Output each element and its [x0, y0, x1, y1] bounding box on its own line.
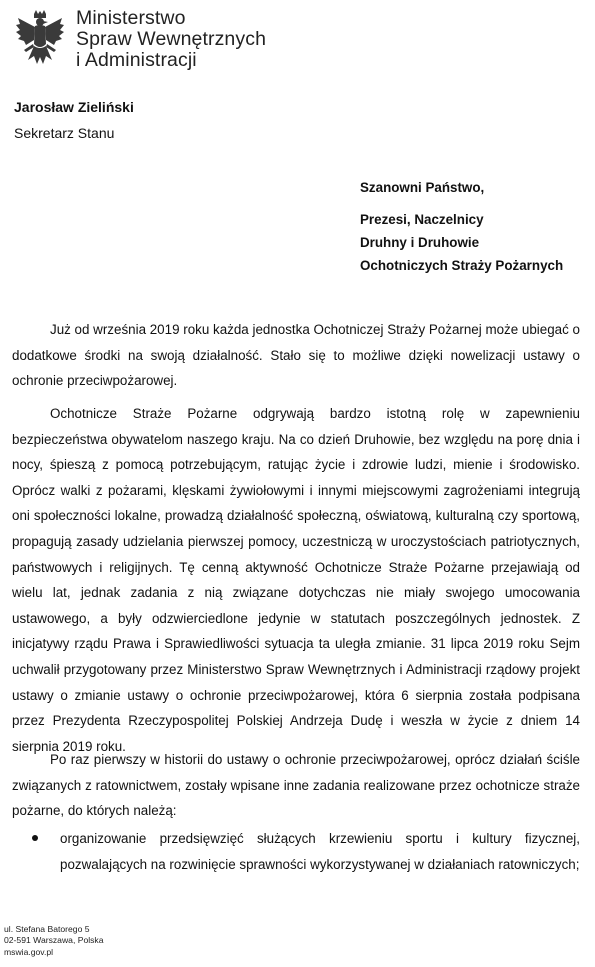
bullet-text: organizowanie przedsięwzięć służących krzewieniu sportu i kultury fizycznej, pozwalających na rozwinięcie sprawności wykorzystywanej w działaniach ratowniczych;: [60, 831, 580, 872]
paragraph-3-block: [12, 747, 580, 824]
sender-name: Jarosław Zieliński: [14, 99, 134, 115]
ministry-line-2: Spraw Wewnętrznych: [76, 28, 267, 50]
paragraph-2: Ochotnicze Straże Pożarne odgrywają bardzo istotną rolę w zapewnieniu bezpieczeństwa obywatelom naszego kraju. Na co dzień Druhowie, bez względu na porę dnia i nocy, śpieszą z pomocą potrzebującym, ratując życie i zdrowie ludzi, mienie i środowisko. Oprócz walki z pożarami, klęskami żywiołowymi i innymi miejscowymi zagrożeniami integrują oni społeczności lokalne, prowadzą działalność społeczną, oświatową, kulturalną czy sportową, propagują zasady udzielania pierwszej pomocy, uczestniczą w uroczystościach patriotycznych, państwowych i religijnych. Tę cenną aktywność Ochotnicze Straże Pożarne przejawiają od wielu lat, jednak zadania z nią związane dotychczas nie miały swojego umocowania ustawowego, a były odzwierciedlone jedynie w statutach poszczególnych jednostek. Z inicjatywy rządu Prawa i Sprawiedliwości sytuacja ta uległa zmianie. 31 lipca 2019 roku Sejm uchwalił przygotowany przez Ministerstwo Spraw Wewnętrznych i Administracji rządowy projekt ustawy o zmianie ustawy o ochronie przeciwpożarowej, która 6 sierpnia została podpisana przez Prezydenta Rzeczypospolitej Polskiej Andrzeja Dudę i weszła w życie z dniem 14 sierpnia 2019 roku.: [12, 406, 580, 754]
addressee-line-1: Prezesi, Naczelnicy: [360, 212, 484, 227]
ministry-line-3: i Administracji: [76, 49, 197, 71]
addressee-greeting: Szanowni Państwo,: [360, 180, 485, 195]
paragraph-2-block: [12, 401, 580, 759]
footer-address: [4, 924, 104, 958]
addressee-line-3: Ochotniczych Straży Pożarnych: [360, 258, 564, 273]
footer-website: mswia.gov.pl: [4, 946, 54, 957]
sender-title: Sekretarz Stanu: [14, 125, 115, 141]
ministry-line-1: Ministerstwo: [76, 7, 186, 29]
eagle-emblem-icon: [14, 10, 66, 72]
paragraph-3: Po raz pierwszy w historii do ustawy o ochronie przeciwpożarowej, oprócz działań ściśle związanych z ratownictwem, zostały wpisane inne zadania realizowane przez ochotnicze straże pożarne, do których należą:: [12, 752, 580, 819]
bullet-icon: [32, 835, 38, 841]
ministry-name: [76, 8, 266, 71]
paragraph-1: Już od września 2019 roku każda jednostka Ochotniczej Straży Pożarnej może ubiegać o dodatkowe środki na swoją działalność. Stało się to możliwe dzięki nowelizacji ustawy o ochronie przeciwpożarowej.: [12, 322, 580, 389]
footer-city: 02-591 Warszawa, Polska: [4, 935, 104, 946]
addressee-line-2: Druhny i Druhowie: [360, 235, 480, 250]
paragraph-1-block: [12, 317, 580, 394]
footer-street: ul. Stefana Batorego 5: [4, 924, 90, 934]
